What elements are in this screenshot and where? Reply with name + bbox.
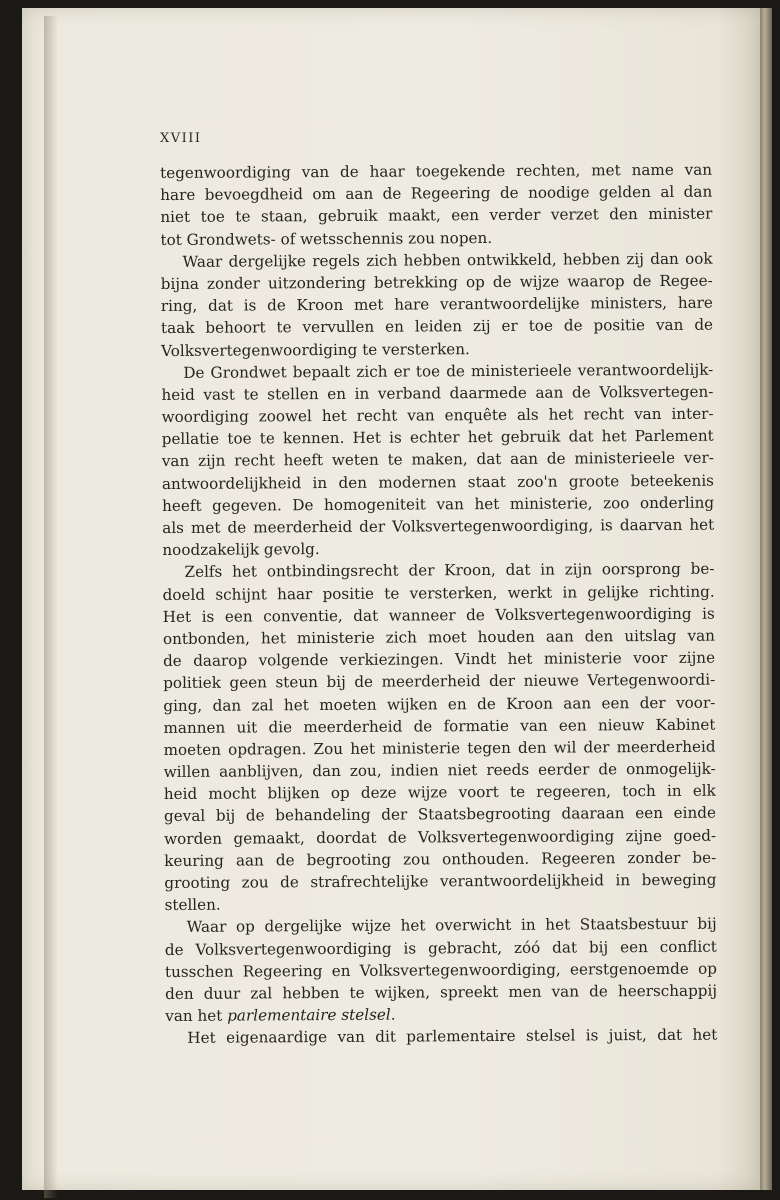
text-line: taak behoort te vervullen en leiden zij er toe de positie van de [160, 315, 714, 338]
body-text [160, 159, 717, 1050]
text-line: moeten opdragen. Zou het ministerie tegen den wil der meerderheid [163, 737, 716, 759]
text-line: Het is een conventie, dat wanneer de Volksvertegenwoordiging is [162, 604, 715, 626]
italic-term: parlementaire stelsel [227, 1005, 391, 1025]
text-line: Zelfs het ontbindingsrecht der Kroon, dat in zijn oorsprong be- [184, 559, 715, 582]
text-line-final: Het eigenaardige van dit parlementaire stelsel is juist, dat het [187, 1025, 718, 1048]
text-line: van zijn recht heeft weten te maken, dat aan de ministerieele ver- [161, 449, 714, 471]
italic-line-prefix: van het [165, 1006, 228, 1026]
text-line: De Grondwet bepaalt zich er toe de ministerieele verantwoordelijk- [183, 360, 714, 382]
text-line: willen aanblijven, dan zou, indien niet reeds eerder de onmogelijk- [163, 759, 716, 782]
text-line: heid vast te stellen en in verband daarmede aan de Volksvertegen- [161, 382, 714, 404]
text-line: ontbonden, het ministerie zich moet houden aan den uitslag van [162, 626, 715, 648]
text-line: niet toe te staan, gebruik maakt, een verder verzet den minister [160, 205, 713, 227]
text-line: Waar op dergelijke wijze het overwicht in het Staatsbestuur bij [186, 914, 717, 937]
text-line: stellen. [164, 895, 221, 915]
text-line: doeld schijnt haar positie te versterken, werkt in gelijke richting. [162, 582, 715, 604]
text-line: hare bevoegdheid om aan de Regeering de noodige gelden al dan [160, 182, 713, 205]
text-line: grooting zou de strafrechtelijke verantwoordelijkheid in beweging [164, 870, 717, 892]
text-line: pellatie toe te kennen. Het is echter het gebruik dat het Parlement [161, 426, 714, 449]
text-line: tegenwoordiging van de haar toegekende rechten, met name van [160, 160, 713, 182]
text-line: heeft gegeven. De homogeniteit van het ministerie, zoo onderling [162, 493, 715, 515]
page-number: XVIII [160, 131, 202, 146]
text-line: woordiging zoowel het recht van enquête als het recht van inter- [161, 404, 714, 427]
text-line: bijna zonder uitzondering betrekking op de wijze waarop de Regee- [160, 271, 713, 293]
text-line: Waar dergelijke regels zich hebben ontwikkeld, hebben zij dan ook [182, 249, 713, 271]
text-line: als met de meerderheid der Volksvertegenwoordiging, is daarvan het [162, 515, 715, 537]
page-gutter-shadow [44, 16, 58, 1198]
text-line: worden gemaakt, doordat de Volksvertegenwoordiging zijne goed- [164, 826, 717, 848]
text-line: ring, dat is de Kroon met hare verantwoordelijke ministers, hare [160, 293, 713, 316]
text-line: keuring aan de begrooting zou onthouden. Regeeren zonder be- [164, 848, 717, 870]
italic-line-suffix: . [390, 1005, 396, 1024]
text-line: de Volksvertegenwoordiging is gebracht, zóó dat bij een conflict [164, 937, 717, 959]
text-line: antwoordelijkheid in den modernen staat zoo'n groote beteekenis [161, 471, 715, 493]
page-edge [760, 8, 772, 1190]
text-line: de daarop volgende verkiezingen. Vindt het ministerie voor zijne [162, 648, 716, 671]
text-line: den duur zal hebben te wijken, spreekt men van de heerschappij [165, 981, 718, 1003]
text-line: heid mocht blijken op deze wijze voort te regeeren, toch in elk [163, 781, 716, 804]
text-line: mannen uit die meerderheid de formatie van een nieuw Kabinet [163, 715, 716, 737]
text-line: politiek geen steun bij de meerderheid der nieuwe Vertegenwoordi- [163, 670, 716, 693]
text-line: tusschen Regeering en Volksvertegenwoordiging, eerstgenoemde op [164, 959, 717, 981]
text-line: Volksvertegenwoordiging te versterken. [161, 339, 470, 360]
text-line: ging, dan zal het moeten wijken en de Kroon aan een der voor- [163, 693, 716, 715]
text-line: noodzakelijk gevolg. [162, 540, 320, 560]
text-line: geval bij de behandeling der Staatsbegrooting daaraan een einde [163, 804, 717, 826]
text-line: tot Grondwets- of wetsschennis zou nopen. [160, 228, 493, 249]
